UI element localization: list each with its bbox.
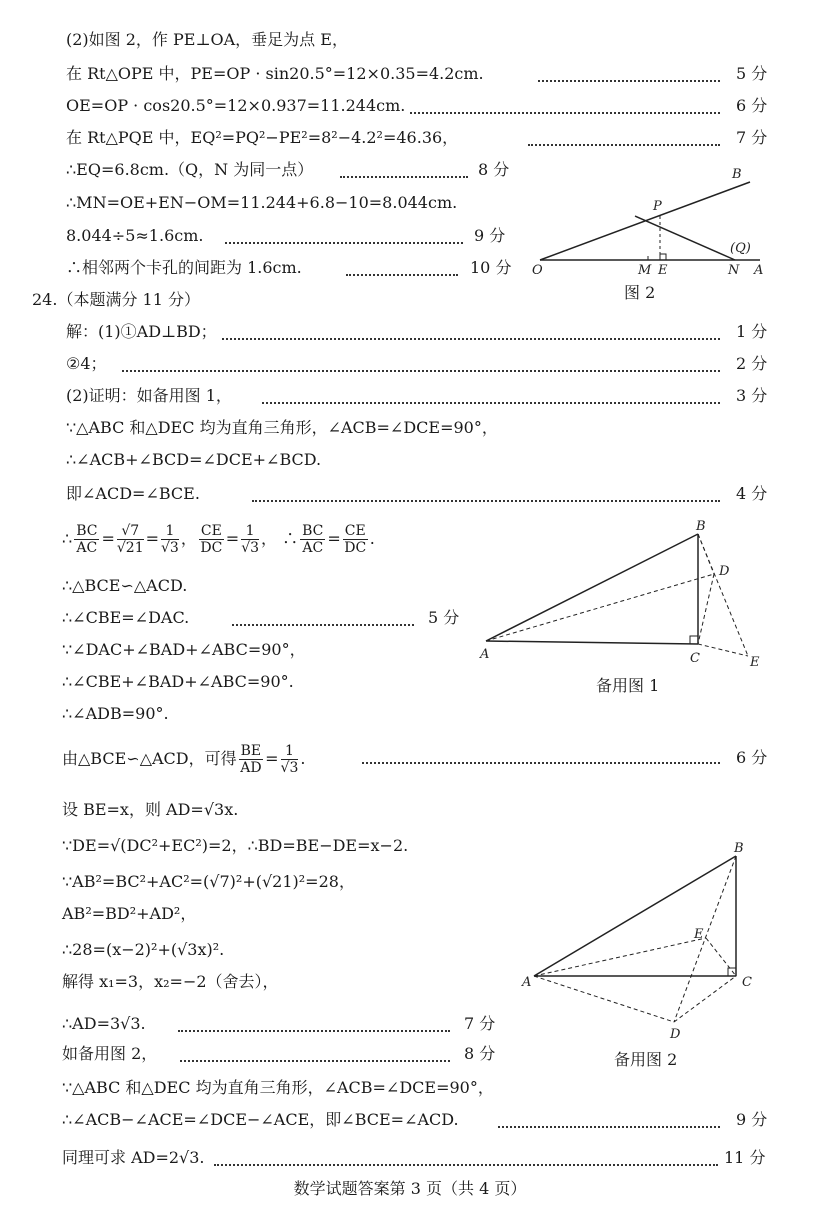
right-angle-mark [728,968,736,976]
therefore-connector: ， ∴ [261,529,299,548]
segment-ad [534,976,674,1022]
segment-ac [486,641,698,644]
label-e: E [750,655,760,670]
numerator: BE [240,743,262,759]
label-m: M [638,263,652,278]
label-d: D [670,1027,681,1042]
label-e: E [658,263,668,278]
text-line: ∴∠ACB+∠BCD=∠DCE+∠BCD. [66,450,322,469]
fraction-root7-root21 [117,523,144,556]
text-line: 即∠ACD=∠BCE. [66,484,200,503]
text-line: ∴△BCE∽△ACD. [62,576,188,595]
numerator: CE [344,523,366,539]
score-mark: 2 分 [736,354,768,373]
label-a: A [480,647,490,662]
denominator: DC [200,540,223,556]
fraction-line [62,520,375,558]
score-mark: 9 分 [474,226,506,245]
fraction-1-root3 [161,523,179,556]
score-mark: 10 分 [470,258,512,277]
leader-dots [178,1028,450,1032]
text-line: ∴EQ=6.8cm.（Q，N 为同一点） [66,160,314,179]
label-c: C [690,651,700,666]
text-line: ∴∠CBE=∠DAC. [62,608,190,627]
backup-figure-1-caption: 备用图 1 [596,676,660,695]
segment-ce [698,644,748,656]
text-line: ∴∠ADB=90°. [62,704,169,723]
leader-dots [252,498,720,502]
score-mark: 8 分 [464,1044,496,1063]
label-e: E [694,927,704,942]
fraction-1-root3 [281,743,299,776]
text-line: ∵△ABC 和△DEC 均为直角三角形，∠ACB=∠DCE=90°， [66,418,498,437]
leader-dots [362,760,720,764]
label-b: B [696,519,706,534]
text-line: (2)如图 2，作 PE⊥OA，垂足为点 E， [66,30,348,49]
numerator: BC [76,523,98,539]
equals-sign: = [225,529,240,548]
leader-dots [180,1058,450,1062]
backup-figure-2 [516,842,776,1042]
text-line: ②4； [66,354,107,373]
segment-ab [534,856,736,976]
period: . [300,749,306,768]
fraction-ce-dc [199,523,224,556]
denominator: DC [344,540,367,556]
fraction-be-ad [239,743,264,776]
score-mark: 5 分 [428,608,460,627]
label-n: N [728,263,740,278]
segment-ab [486,534,698,641]
label-q: (Q) [730,241,751,256]
backup-figure-1 [476,518,776,678]
denominator: AD [240,760,262,776]
text-line: ∴∠ACB−∠ACE=∠DCE−∠ACE，即∠BCE=∠ACD. [62,1110,459,1129]
text-line: ∴相邻两个卡孔的间距为 1.6cm. [66,258,302,277]
score-mark: 1 分 [736,322,768,341]
fraction-ce-dc [343,523,368,556]
segment-dc [698,574,714,644]
label-c: C [742,975,752,990]
label-b: B [734,842,744,856]
text-line: 同理可求 AD=2√3. [62,1148,205,1167]
text-line: ∵AB²=BC²+AC²=(√7)²+(√21)²=28， [62,872,355,891]
score-mark: 6 分 [736,96,768,115]
segment-ae [534,938,706,976]
label-o: O [532,263,543,278]
numerator: 1 [281,743,299,760]
text-line: ∵DE=√(DC²+EC²)=2，∴BD=BE−DE=x−2. [62,836,409,855]
equals-sign: = [327,529,341,548]
leader-dots [262,400,720,404]
denominator: √21 [116,540,144,556]
question-header: 24.（本题满分 11 分） [32,290,200,309]
right-angle-mark [660,254,666,260]
text-line: ∴MN=OE+EN−OM=11.244+6.8−10=8.044cm. [66,193,458,212]
score-mark: 11 分 [724,1148,766,1167]
text-line: ∴28=(x−2)²+(√3x)². [62,940,225,959]
score-mark: 4 分 [736,484,768,503]
leader-dots [122,368,720,372]
label-b: B [732,167,742,182]
label-a: A [522,975,532,990]
numerator: √7 [117,523,144,540]
leader-dots [214,1162,718,1166]
segment-be [698,534,748,656]
score-mark: 6 分 [736,748,768,767]
text-line: 设 BE=x，则 AD=√3x. [62,800,239,819]
fraction-1-root3 [241,523,259,556]
numerator: 1 [161,523,179,540]
denominator: AC [302,540,324,556]
segment-ec [706,938,736,976]
text-line: ∵∠DAC+∠BAD+∠ABC=90°， [62,640,306,659]
right-angle-mark [690,636,698,644]
text-line: 在 Rt△OPE 中，PE=OP · sin20.5°=12×0.35=4.2cm. [66,64,484,83]
label-p: P [653,199,662,214]
therefore-symbol: ∴ [62,529,73,548]
figure-2 [520,160,780,280]
score-mark: 5 分 [736,64,768,83]
text-line: ∴AD=3√3. [62,1014,146,1033]
page-footer: 数学试题答案第 3 页（共 4 页） [293,1179,527,1198]
equals-sign: = [145,529,160,548]
text-line: ∵△ABC 和△DEC 均为直角三角形，∠ACB=∠DCE=90°， [62,1078,494,1097]
denominator: √3 [161,540,179,556]
numerator: BC [302,523,324,539]
score-mark: 9 分 [736,1110,768,1129]
text-line: 解：(1)①AD⊥BD； [66,322,217,341]
separator: ， [180,529,197,548]
text-line: 在 Rt△PQE 中，EQ²=PQ²−PE²=8²−4.2²=46.36， [66,128,459,147]
numerator: CE [200,523,222,539]
leader-dots [340,174,468,178]
leader-dots [538,78,720,82]
text-line: 解得 x₁=3，x₂=−2（舍去）， [62,972,279,991]
leader-dots [528,142,720,146]
text-line: AB²=BD²+AD²， [62,904,197,923]
numerator: 1 [241,523,259,540]
label-d: D [719,564,730,579]
score-mark: 7 分 [736,128,768,147]
text-line: 8.044÷5≈1.6cm. [66,226,204,245]
leader-dots [222,336,720,340]
figure-2-caption: 图 2 [624,283,656,302]
denominator: AC [76,540,98,556]
fraction-bc-ac [74,523,99,556]
segment-bd [674,856,736,1022]
text-line: 如备用图 2， [62,1044,158,1063]
leader-dots [346,272,458,276]
leader-dots [232,622,414,626]
period: . [369,529,375,548]
text-line: (2)证明：如备用图 1， [66,386,232,405]
score-mark: 7 分 [464,1014,496,1033]
equals-sign: = [265,749,279,768]
fraction-line [62,740,305,778]
leader-dots [410,110,720,114]
text-line: ∴∠CBE+∠BAD+∠ABC=90°. [62,672,294,691]
leader-dots [225,240,463,244]
leader-dots [498,1124,720,1128]
fraction-bc-ac [300,523,325,556]
score-mark: 8 分 [478,160,510,179]
text-segment: 由△BCE∽△ACD，可得 [62,749,237,768]
label-a: A [754,263,764,278]
segment-dc [674,976,736,1022]
backup-figure-2-caption: 备用图 2 [614,1050,678,1069]
score-mark: 3 分 [736,386,768,405]
equals-sign: = [101,529,115,548]
segment-pn [635,216,735,260]
denominator: √3 [241,540,260,556]
text-line: OE=OP · cos20.5°=12×0.937=11.244cm. [66,96,406,115]
denominator: √3 [280,760,299,776]
